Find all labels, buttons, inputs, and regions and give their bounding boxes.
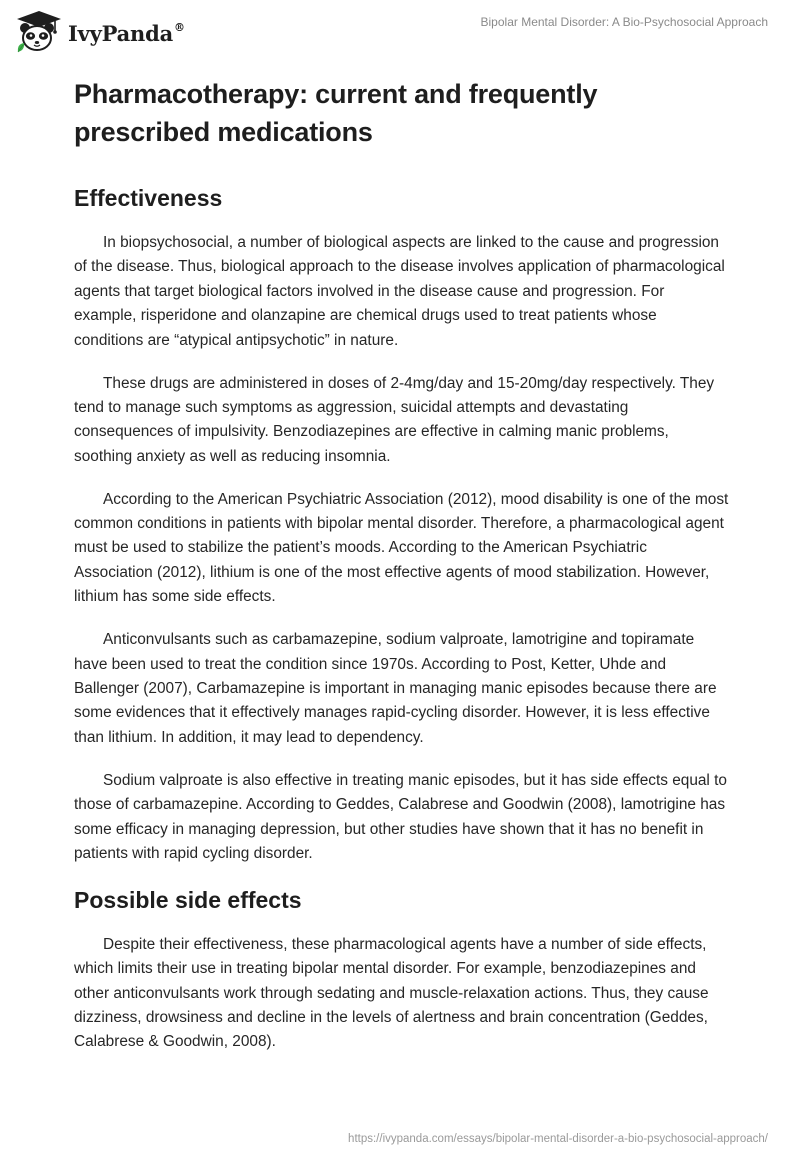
running-title: Bipolar Mental Disorder: A Bio-Psychosocial Approach (480, 15, 768, 29)
section-heading-effectiveness: Effectiveness (74, 185, 223, 211)
section-effectiveness-body (74, 231, 729, 866)
section-heading-side-effects: Possible side effects (74, 886, 302, 913)
page-header (0, 0, 800, 60)
section-side-effects-body (74, 933, 729, 1055)
logo-wordmark: IvyPanda® (68, 20, 185, 46)
paragraph: Despite their effectiveness, these pharmacological agents have a number of side effects, which limits their use in treating bipolar mental disorder. For example, benzodiazepines and other anticonvulsants work through sedating and muscle-relaxation actions. Thus, they cause dizziness, drowsiness and decline in the levels of alertness and brain concentration (Geddes, Calabrese & Goodwin, 2008). (74, 935, 709, 1051)
ivypanda-logo[interactable] (15, 10, 185, 54)
page-title: Pharmacotherapy: current and frequently prescribed medications (74, 79, 598, 147)
article-body (74, 75, 729, 1073)
panda-graduate-icon (15, 10, 63, 54)
paragraph: In biopsychosocial, a number of biological aspects are linked to the cause and progression of the disease. Thus, biological approach to the disease involves application of pharmacological agents that target biological factors involved in the disease cause and progression. For example, risperidone and olanzapine are chemical drugs used to treat patients whose conditions are “atypical antipsychotic” in nature. (74, 234, 725, 349)
paragraph: According to the American Psychiatric Association (2012), mood disability is one of the most common conditions in patients with bipolar mental disorder. Therefore, a pharmacological agent must be used to stabilize the patient’s moods. According to the American Psychiatric Association (2012), lithium is one of the most effective agents of mood stabilization. However, lithium has some side effects. (74, 490, 729, 606)
paragraph: Sodium valproate is also effective in treating manic episodes, but it has side effects equal to those of carbamazepine. According to Geddes, Calabrese and Goodwin (2008), lamotrigine has some efficacy in managing depression, but other studies have shown that it has no benefit in patients with rapid cycling disorder. (74, 771, 727, 862)
paragraph: These drugs are administered in doses of 2-4mg/day and 15-20mg/day respectively. They tend to manage such symptoms as aggression, suicidal attempts and devastating consequences of impulsivity. Benzodiazepines are effective in calming manic problems, soothing anxiety as well as reducing insomnia. (74, 374, 715, 465)
source-url[interactable]: https://ivypanda.com/essays/bipolar-mental-disorder-a-bio-psychosocial-approach/ (348, 1133, 768, 1145)
paragraph: Anticonvulsants such as carbamazepine, sodium valproate, lamotrigine and topiramate have been used to treat the condition since 1970s. According to Post, Ketter, Uhde and Ballenger (2007), Carbamazepine is important in managing manic episodes because there are some evidences that it effectively manages rapid-cycling disorder. However, it is less effective than lithium. In addition, it may lead to dependency. (74, 631, 717, 746)
